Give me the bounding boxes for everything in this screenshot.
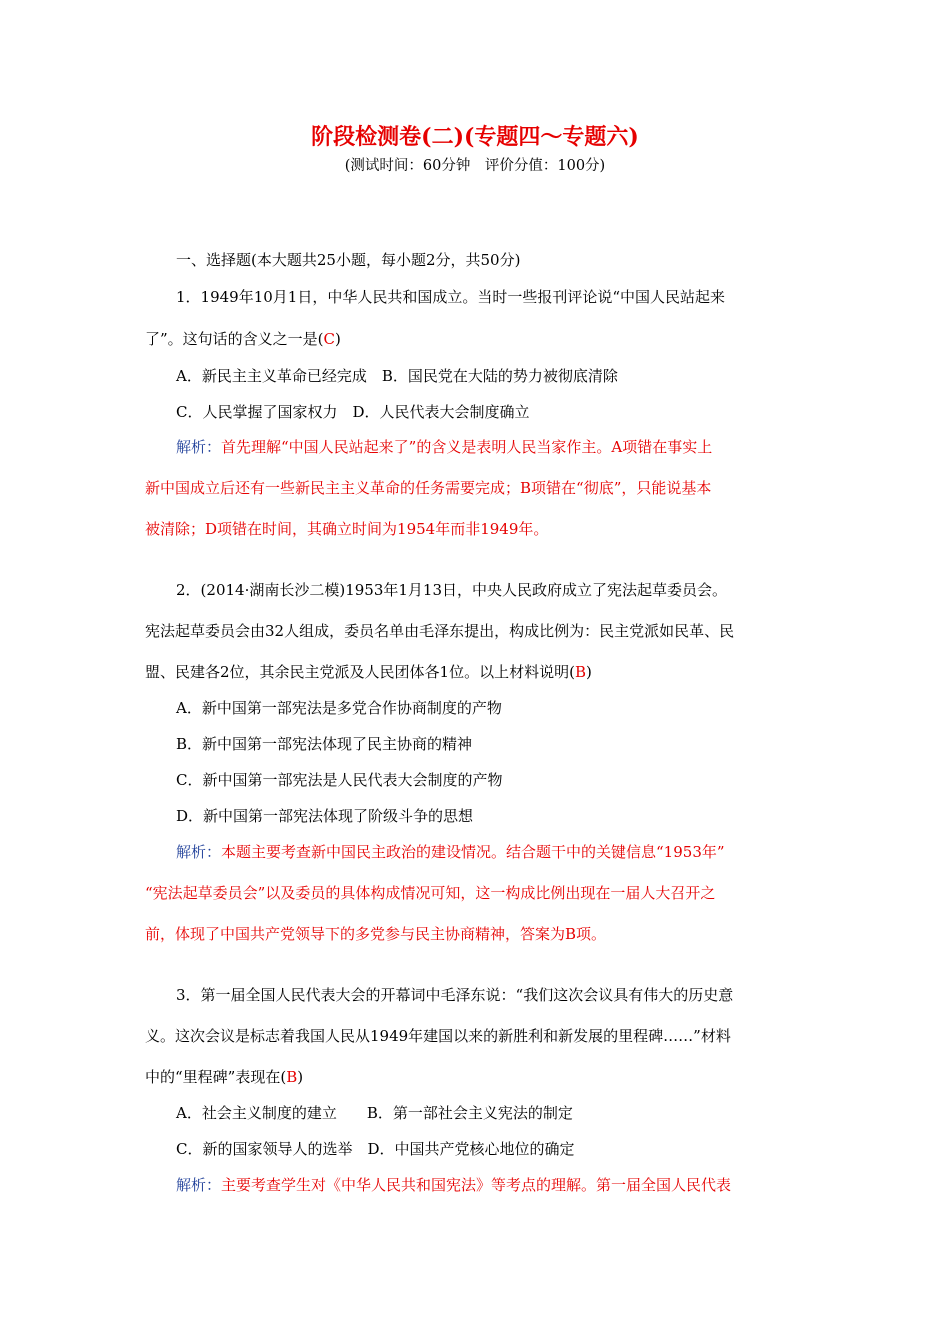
q2-explanation-line-2: “宪法起草委员会”以及委员的具体构成情况可知，这一构成比例出现在一届人大召开之 xyxy=(145,884,716,902)
q2-option-a: A．新中国第一部宪法是多党合作协商制度的产物 xyxy=(176,699,502,717)
q1-stem-line-1: 1．1949年10月1日，中华人民共和国成立。当时一些报刊评论说“中国人民站起来 xyxy=(176,288,726,306)
q1-explanation-line-1: 解析：首先理解“中国人民站起来了”的含义是表明人民当家作主。A项错在事实上 xyxy=(176,438,713,456)
section-heading: 一、选择题(本大题共25小题，每小题2分，共50分) xyxy=(176,251,521,269)
q3-answer: B xyxy=(286,1068,298,1086)
q1-options-cd: C．人民掌握了国家权力 D．人民代表大会制度确立 xyxy=(176,403,530,421)
q3-stem-line-2: 义。这次会议是标志着我国人民从1949年建国以来的新胜利和新发展的里程碑……”材料 xyxy=(145,1027,731,1045)
q2-stem-line-3: 盟、民建各2位，其余民主党派及人民团体各1位。以上材料说明(B) xyxy=(145,663,592,681)
q2-answer: B xyxy=(574,663,586,681)
q1-stem-line-2: 了”。这句话的含义之一是(C) xyxy=(145,330,341,348)
q2-option-c: C．新中国第一部宪法是人民代表大会制度的产物 xyxy=(176,771,503,789)
q1-explanation-line-3: 被清除；D项错在时间，其确立时间为1954年而非1949年。 xyxy=(145,520,549,538)
page-title: 阶段检测卷(二)(专题四～专题六) xyxy=(311,124,639,150)
q2-explanation-label: 解析： xyxy=(176,843,222,861)
q2-option-d: D．新中国第一部宪法体现了阶级斗争的思想 xyxy=(176,807,474,825)
q2-explanation-line-1: 解析：本题主要考查新中国民主政治的建设情况。结合题干中的关键信息“1953年” xyxy=(176,843,725,861)
q2-stem-line-2: 宪法起草委员会由32人组成，委员名单由毛泽东提出，构成比例为：民主党派如民革、民 xyxy=(145,622,735,640)
q3-stem-line-3: 中的“里程碑”表现在(B) xyxy=(145,1068,304,1086)
q2-option-b: B．新中国第一部宪法体现了民主协商的精神 xyxy=(176,735,473,753)
q3-stem-line-1: 3．第一届全国人民代表大会的开幕词中毛泽东说：“我们这次会议具有伟大的历史意 xyxy=(176,986,734,1004)
page-subtitle: (测试时间：60分钟 评价分值：100分) xyxy=(344,158,606,174)
q1-answer: C xyxy=(323,330,336,348)
q1-explanation-label: 解析： xyxy=(176,438,222,456)
q1-explanation-line-2: 新中国成立后还有一些新民主主义革命的任务需要完成；B项错在“彻底”，只能说基本 xyxy=(145,479,712,497)
q1-options-ab: A．新民主主义革命已经完成 B．国民党在大陆的势力被彻底清除 xyxy=(176,367,618,385)
q3-options-ab: A．社会主义制度的建立 B．第一部社会主义宪法的制定 xyxy=(176,1104,573,1122)
q2-explanation-line-3: 前，体现了中国共产党领导下的多党参与民主协商精神，答案为B项。 xyxy=(145,925,607,943)
q2-stem-line-1: 2．(2014·湖南长沙二模)1953年1月13日，中央人民政府成立了宪法起草委员会。 xyxy=(176,581,727,599)
q3-options-cd: C．新的国家领导人的选举 D．中国共产党核心地位的确定 xyxy=(176,1140,575,1158)
q3-explanation-line-1: 解析：主要考查学生对《中华人民共和国宪法》等考点的理解。第一届全国人民代表 xyxy=(176,1176,732,1194)
q3-explanation-label: 解析： xyxy=(176,1176,222,1194)
